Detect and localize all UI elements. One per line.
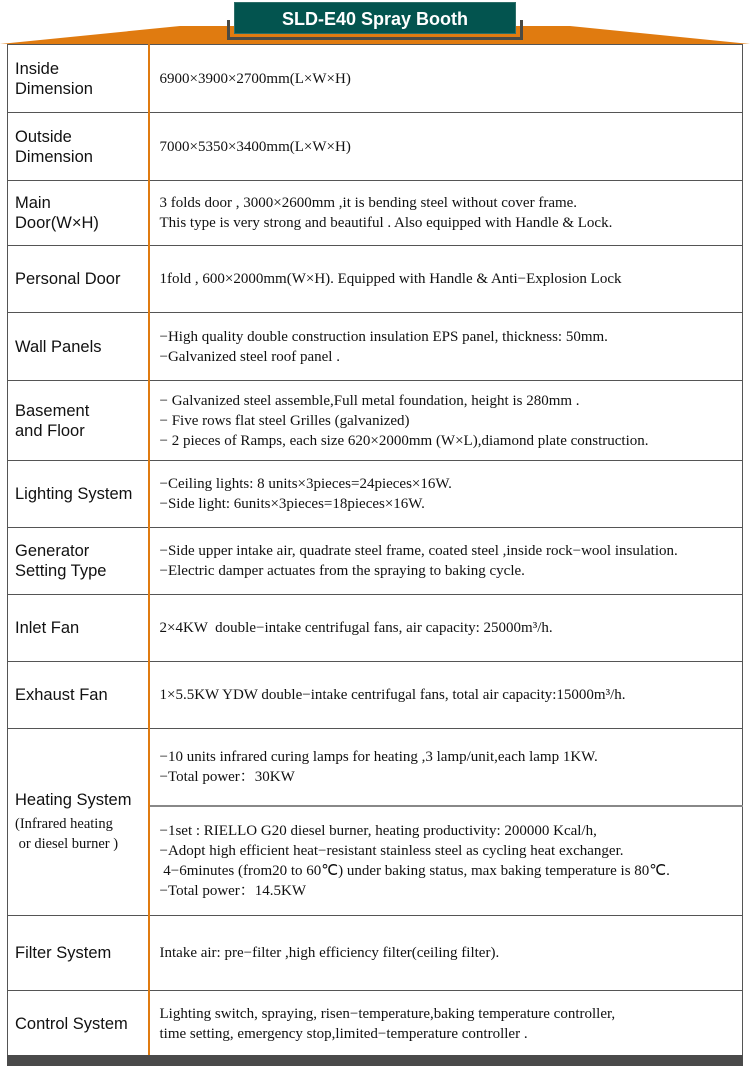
spec-label: Inlet Fan <box>8 595 149 662</box>
spec-line: −Galvanized steel roof panel . <box>159 348 340 365</box>
spec-line: −Adopt high efficient heat−resistant stainless steel as cycling heat exchanger. <box>159 842 624 859</box>
spec-label: Filter System <box>8 916 149 991</box>
spec-value <box>149 662 743 729</box>
spec-value <box>149 181 743 246</box>
spec-value-diesel <box>149 806 743 916</box>
spec-value <box>149 45 743 113</box>
spec-value <box>149 113 743 181</box>
spec-label: Control System <box>8 991 149 1057</box>
spec-row <box>8 662 743 729</box>
spec-row-heating <box>8 729 743 806</box>
spec-line: 3 folds door , 3000×2600mm ,it is bending steel without cover frame. <box>159 195 578 211</box>
spec-line: −10 units infrared curing lamps for heating ,3 lamp/unit,each lamp 1KW. <box>159 748 598 765</box>
spec-line: −Side upper intake air, quadrate steel frame, coated steel ,inside rock−wool insulation. <box>159 543 678 559</box>
spec-label: Heating System (Infrared heating or diesel burner ) <box>8 729 149 916</box>
spec-line: −Electric damper actuates from the spraying to baking cycle. <box>159 563 525 579</box>
spec-label: Wall Panels <box>8 313 149 381</box>
spec-label: Personal Door <box>8 246 149 313</box>
spec-value <box>149 461 743 528</box>
spec-table <box>7 44 743 1057</box>
spec-line: − 2 pieces of Ramps, each size 620×2000mm (W×L),diamond plate construction. <box>159 432 649 449</box>
spec-value-infrared <box>149 729 743 806</box>
spec-line: − Five rows flat steel Grilles (galvanized) <box>159 412 410 429</box>
spec-row <box>8 528 743 595</box>
spec-row <box>8 916 743 991</box>
spec-label: Exhaust Fan <box>8 662 149 729</box>
spec-line: 1fold , 600×2000mm(W×H). Equipped with Handle & Anti−Explosion Lock <box>159 271 622 287</box>
spec-row <box>8 381 743 461</box>
spec-row <box>8 991 743 1057</box>
spec-line: time setting, emergency stop,limited−temperature controller . <box>159 1025 528 1042</box>
spec-label: Inside Dimension <box>8 45 149 113</box>
spec-line: 4−6minutes (from20 to 60℃) under baking status, max baking temperature is 80℃. <box>159 862 670 879</box>
spec-value <box>149 313 743 381</box>
spec-line: Lighting switch, spraying, risen−temperature,baking temperature controller, <box>159 1005 616 1022</box>
spec-line: −Total power：30KW <box>159 768 295 785</box>
spec-row <box>8 246 743 313</box>
spec-label: Basement and Floor <box>8 381 149 461</box>
spec-row <box>8 113 743 181</box>
spec-row <box>8 181 743 246</box>
spec-line: Intake air: pre−filter ,high efficiency filter(ceiling filter). <box>159 945 500 961</box>
spec-row <box>8 461 743 528</box>
footer-bar <box>7 1055 743 1066</box>
spec-sublabel: (Infrared heating or diesel burner ) <box>15 816 119 852</box>
spec-value <box>149 381 743 461</box>
spec-line: −Ceiling lights: 8 units×3pieces=24pieces×16W. <box>159 476 452 492</box>
spec-row <box>8 313 743 381</box>
spec-label: Outside Dimension <box>8 113 149 181</box>
spec-row <box>8 595 743 662</box>
spec-line: −1set : RIELLO G20 diesel burner, heating productivity: 200000 Kcal/h, <box>159 822 597 839</box>
spec-line: −Side light: 6units×3pieces=18pieces×16W. <box>159 496 425 512</box>
spec-line: This type is very strong and beautiful . Also equipped with Handle & Lock. <box>159 215 613 231</box>
spec-value <box>149 246 743 313</box>
page-title: SLD-E40 Spray Booth <box>234 2 516 34</box>
spec-line: 7000×5350×3400mm(L×W×H) <box>159 138 351 155</box>
spec-value <box>149 991 743 1057</box>
spec-label: Generator Setting Type <box>8 528 149 595</box>
spec-label: Lighting System <box>8 461 149 528</box>
spec-line: − Galvanized steel assemble,Full metal foundation, height is 280mm . <box>159 392 580 409</box>
spec-value <box>149 595 743 662</box>
spec-line: 6900×3900×2700mm(L×W×H) <box>159 70 351 87</box>
spec-row <box>8 45 743 113</box>
spec-label: Main Door(W×H) <box>8 181 149 246</box>
spec-line: 2×4KW double−intake centrifugal fans, air capacity: 25000m³/h. <box>159 620 553 636</box>
spec-line: 1×5.5KW YDW double−intake centrifugal fans, total air capacity:15000m³/h. <box>159 687 626 703</box>
spec-line: −Total power：14.5KW <box>159 882 307 899</box>
spec-value <box>149 916 743 991</box>
spec-line: −High quality double construction insulation EPS panel, thickness: 50mm. <box>159 328 608 345</box>
spec-value <box>149 528 743 595</box>
